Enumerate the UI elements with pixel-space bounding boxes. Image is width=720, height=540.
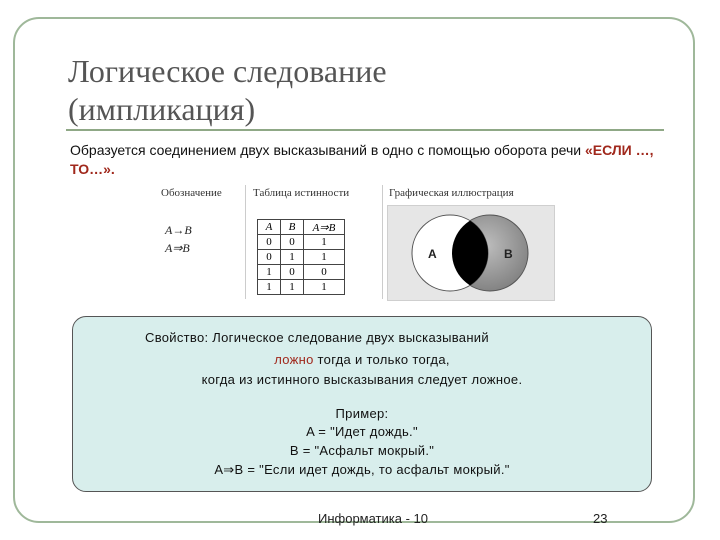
slide-title <box>68 52 628 128</box>
table-cell: 1 <box>281 280 304 295</box>
example-title: Пример: <box>335 406 389 421</box>
table-cell: 1 <box>304 235 345 250</box>
property-explanation: когда из истинного высказывания следует ложное. <box>201 372 523 387</box>
table-header-cell: B <box>281 220 304 235</box>
table-header-row <box>258 220 345 235</box>
table-cell: 0 <box>281 265 304 280</box>
table-cell: 1 <box>304 250 345 265</box>
notation-arrow: A→B <box>165 223 192 237</box>
false-keyword: ложно <box>274 352 314 367</box>
title-divider <box>66 129 664 131</box>
table-cell: 0 <box>258 250 281 265</box>
venn-svg <box>388 206 554 300</box>
header-truth-table: Таблица истинности <box>253 187 350 199</box>
table-cell: 1 <box>258 265 281 280</box>
header-illustration: Графическая иллюстрация <box>389 187 514 199</box>
example-b: B = "Асфальт мокрый." <box>289 443 435 458</box>
header-notation: Обозначение <box>161 187 222 199</box>
truth-table <box>257 219 345 295</box>
venn-label-b: B <box>504 247 513 261</box>
figure-divider <box>245 185 246 299</box>
property-statement: Свойство: Логическое следование двух высказываний <box>145 330 489 345</box>
title-line-1: Логическое следование <box>68 53 387 89</box>
example-a: A = "Идет дождь." <box>306 424 418 439</box>
intro-emphasis: «ЕСЛИ …, ТО…». <box>70 142 654 177</box>
property-condition <box>73 351 651 368</box>
notation-double-arrow: A⇒B <box>165 241 190 255</box>
page-number: 23 <box>593 511 608 526</box>
notation-list <box>165 221 192 257</box>
table-header-cell: A⇒B <box>304 220 345 235</box>
table-cell: 1 <box>258 280 281 295</box>
table-row <box>258 280 345 295</box>
table-header-cell: A <box>258 220 281 235</box>
venn-label-a: A <box>428 247 437 261</box>
property-condition-rest: тогда и только тогда, <box>313 352 450 367</box>
figure-divider <box>382 185 383 299</box>
table-cell: 0 <box>304 265 345 280</box>
table-row <box>258 265 345 280</box>
implication-figure <box>157 183 557 303</box>
venn-diagram <box>387 205 555 301</box>
table-row <box>258 250 345 265</box>
title-line-2: (импликация) <box>68 91 256 127</box>
footer-subject: Информатика - 10 <box>318 511 428 526</box>
intro-text: Образуется соединением двух высказываний в одно с помощью оборота речи <box>70 142 582 158</box>
example-implication: A⇒B = "Если идет дождь, то асфальт мокрый." <box>214 462 510 477</box>
table-row <box>258 235 345 250</box>
table-cell: 1 <box>304 280 345 295</box>
table-cell: 1 <box>281 250 304 265</box>
property-callout <box>72 316 652 492</box>
table-cell: 0 <box>281 235 304 250</box>
table-cell: 0 <box>258 235 281 250</box>
intro-paragraph <box>70 141 670 179</box>
